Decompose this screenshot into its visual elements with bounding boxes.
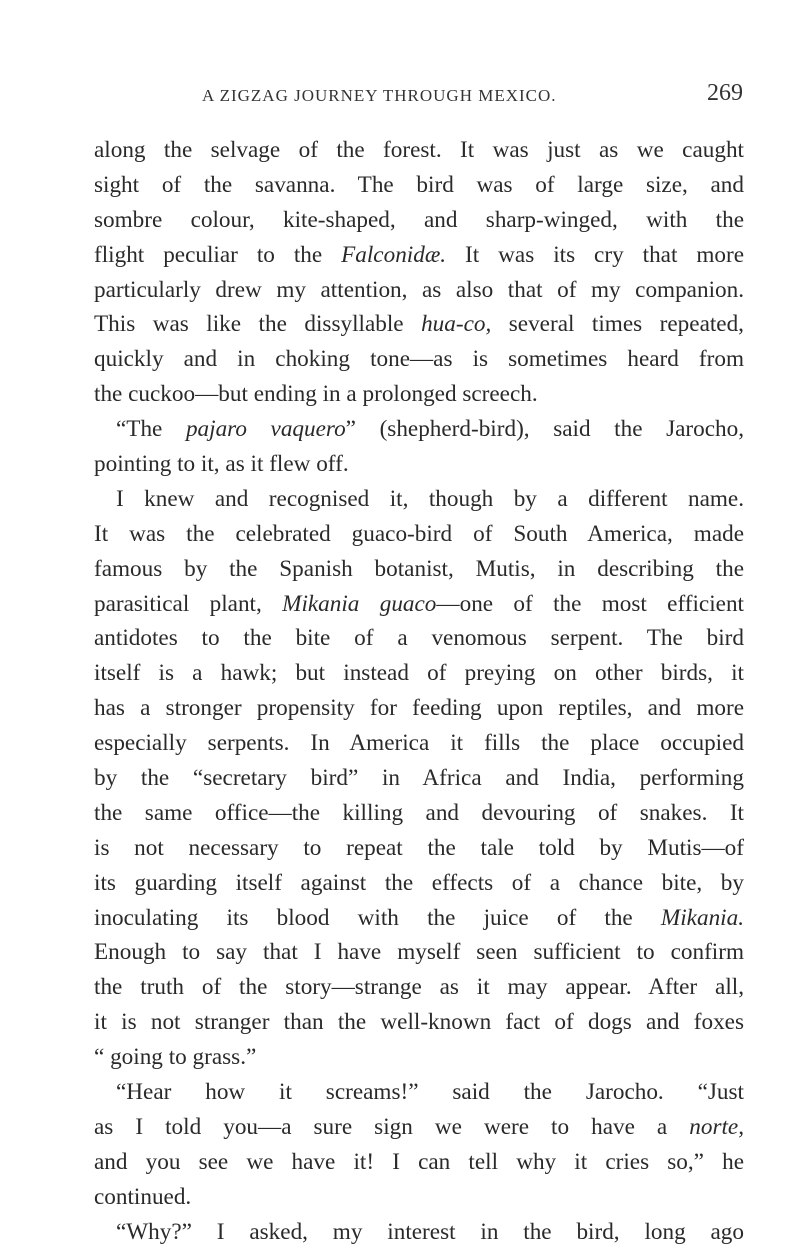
text-line: the same office—the killing and devouring of snakes. It (94, 799, 744, 826)
text-line: This was like the dissyllable hua-co, several times repeated, (94, 311, 744, 338)
text-line: sight of the savanna. The bird was of large size, and (94, 171, 744, 198)
text-line: by the “secretary bird” in Africa and India, performing (94, 765, 744, 792)
text-line: continued. (94, 1183, 192, 1210)
text-line: “The pajaro vaquero” (shepherd-bird), said the Jarocho, (116, 416, 744, 443)
text-line: Enough to say that I have myself seen sufficient to confirm (94, 939, 744, 966)
text-line: particularly drew my attention, as also that of my companion. (94, 276, 744, 303)
text-line: along the selvage of the forest. It was just as we caught (94, 137, 744, 163)
body-text (94, 133, 744, 1250)
italic-term: norte, (689, 1113, 744, 1140)
text-line: parasitical plant, Mikania guaco—one of the most efficient (94, 590, 744, 617)
italic-term: hua-co, (421, 311, 492, 338)
text-line: famous by the Spanish botanist, Mutis, in describing the (94, 555, 744, 582)
text-line: pointing to it, as it flew off. (94, 451, 349, 478)
text-line: quickly and in choking tone—as is sometimes heard from (94, 346, 744, 373)
text-line: especially serpents. In America it fills the place occupied (94, 730, 744, 757)
text-line: It was the celebrated guaco-bird of South America, made (94, 520, 744, 547)
italic-term: Mikania. (660, 904, 744, 931)
text-line: inoculating its blood with the juice of the Mikania. (94, 904, 744, 931)
text-line: the cuckoo—but ending in a prolonged screech. (94, 381, 538, 408)
running-title: A ZIGZAG JOURNEY THROUGH MEXICO. (202, 86, 557, 105)
text-line: “Hear how it screams!” said the Jarocho. “Just (116, 1079, 744, 1106)
page-number: 269 (707, 80, 743, 106)
italic-term: pajaro vaquero (185, 416, 346, 443)
italic-term: Falconidæ. (341, 241, 447, 268)
text-line: and you see we have it! I can tell why it cries so,” he (94, 1148, 744, 1175)
italic-term: Mikania guaco (282, 590, 437, 617)
text-line: itself is a hawk; but instead of preying on other birds, it (94, 660, 744, 687)
text-line: “Why?” I asked, my interest in the bird, long ago (116, 1218, 744, 1245)
text-line: the truth of the story—strange as it may appear. After all, (94, 974, 744, 1001)
text-line: its guarding itself against the effects of a chance bite, by (94, 869, 744, 896)
text-line: “ going to grass.” (94, 1044, 257, 1071)
text-line: as I told you—a sure sign we were to have a norte, (94, 1113, 744, 1140)
text-line: sombre colour, kite-shaped, and sharp-winged, with the (94, 206, 744, 233)
text-line: antidotes to the bite of a venomous serpent. The bird (94, 625, 744, 652)
text-line: is not necessary to repeat the tale told by Mutis—of (94, 834, 744, 861)
text-line: I knew and recognised it, though by a different name. (116, 485, 744, 512)
text-line: flight peculiar to the Falconidæ. It was its cry that more (94, 241, 744, 268)
text-line: it is not stranger than the well-known fact of dogs and foxes (94, 1009, 744, 1036)
text-line: has a stronger propensity for feeding upon reptiles, and more (94, 695, 744, 722)
